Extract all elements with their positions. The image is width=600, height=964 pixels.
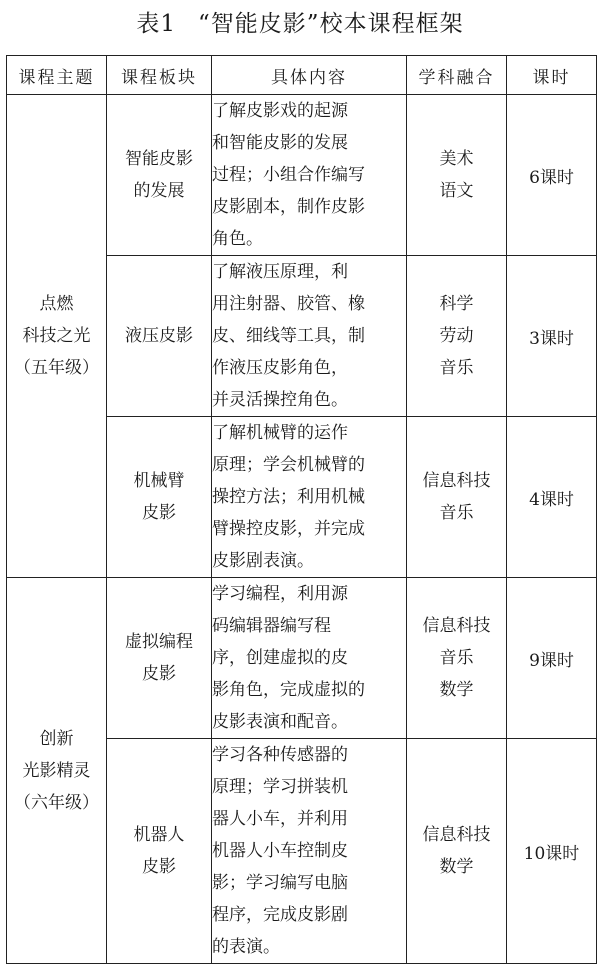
subjects-cell: 信息科技 音乐 数学 bbox=[407, 578, 507, 739]
hours-cell: 6课时 bbox=[507, 95, 597, 256]
subjects-cell: 信息科技 数学 bbox=[407, 739, 507, 964]
course-module-cell: 机械臂 皮影 bbox=[107, 417, 212, 578]
table-caption bbox=[0, 4, 600, 44]
header-subjects: 学科融合 bbox=[407, 56, 507, 95]
header-course-module: 课程板块 bbox=[107, 56, 212, 95]
table-title: “智能皮影”校本课程框架 bbox=[198, 11, 464, 37]
hours-cell: 9课时 bbox=[507, 578, 597, 739]
table-row bbox=[7, 578, 597, 739]
content-cell: 学习编程，利用源 码编辑器编写程 序，创建虚拟的皮 影角色，完成虚拟的 皮影表演和配音。 bbox=[212, 578, 407, 739]
subjects-cell: 科学 劳动 音乐 bbox=[407, 256, 507, 417]
course-theme-cell: 点燃 科技之光 （五年级） bbox=[7, 95, 107, 578]
course-module-cell: 机器人 皮影 bbox=[107, 739, 212, 964]
course-module-cell: 液压皮影 bbox=[107, 256, 212, 417]
content-cell: 了解液压原理，利 用注射器、胶管、橡 皮、细线等工具，制 作液压皮影角色， 并灵活操控角色。 bbox=[212, 256, 407, 417]
header-content: 具体内容 bbox=[212, 56, 407, 95]
course-module-cell: 虚拟编程 皮影 bbox=[107, 578, 212, 739]
hours-cell: 3课时 bbox=[507, 256, 597, 417]
content-cell: 了解皮影戏的起源 和智能皮影的发展 过程；小组合作编写 皮影剧本，制作皮影 角色。 bbox=[212, 95, 407, 256]
table-number: 表1 bbox=[136, 11, 177, 37]
hours-cell: 4课时 bbox=[507, 417, 597, 578]
content-cell: 了解机械臂的运作 原理；学会机械臂的 操控方法；利用机械 臂操控皮影，并完成 皮影剧表演。 bbox=[212, 417, 407, 578]
course-framework-table bbox=[6, 55, 597, 964]
content-cell: 学习各种传感器的 原理；学习拼装机 器人小车，并利用 机器人小车控制皮 影；学习编写电脑 程序，完成皮影剧 的表演。 bbox=[212, 739, 407, 964]
header-course-theme: 课程主题 bbox=[7, 56, 107, 95]
subjects-cell: 美术 语文 bbox=[407, 95, 507, 256]
hours-cell: 10课时 bbox=[507, 739, 597, 964]
header-hours: 课时 bbox=[507, 56, 597, 95]
course-theme-cell: 创新 光影精灵 （六年级） bbox=[7, 578, 107, 964]
subjects-cell: 信息科技 音乐 bbox=[407, 417, 507, 578]
table-row bbox=[7, 95, 597, 256]
course-module-cell: 智能皮影 的发展 bbox=[107, 95, 212, 256]
header-row bbox=[7, 56, 597, 95]
